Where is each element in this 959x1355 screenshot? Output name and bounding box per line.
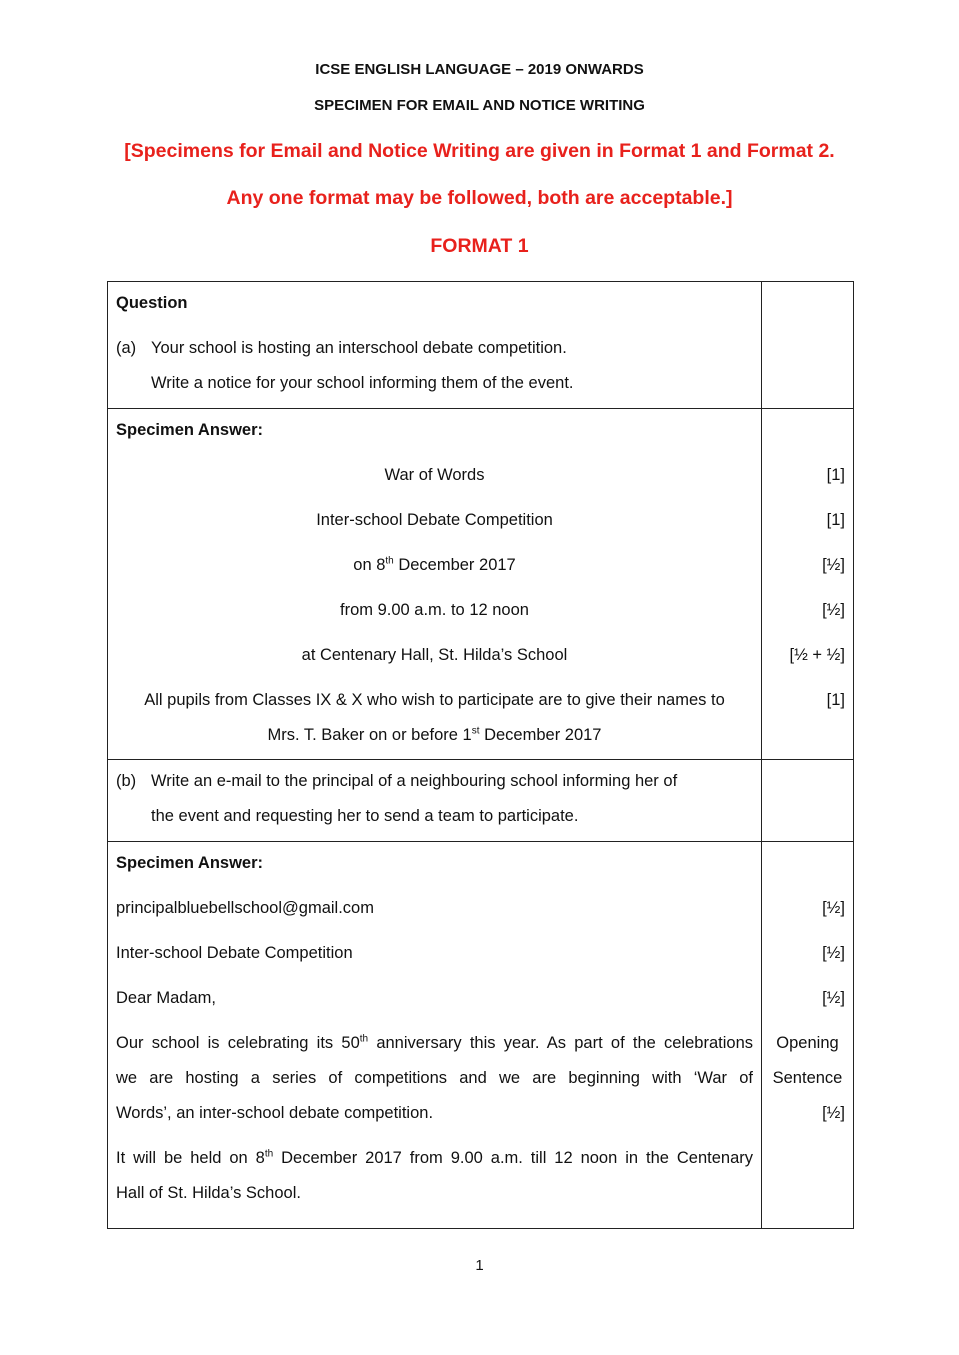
mark-opening: [½] xyxy=(822,1104,845,1122)
email-address: principalbluebellschool@gmail.com xyxy=(116,899,374,917)
question-b-label: (b) xyxy=(116,772,137,790)
mark-salutation: [½] xyxy=(822,989,845,1007)
email-paragraph-2-line-1: It will be held on 8th December 2017 from 9.00 a.m. till 12 noon in the Centenary xyxy=(116,1148,753,1167)
notice-date: on 8th December 2017 xyxy=(353,555,516,574)
question-a-label: (a) xyxy=(116,339,137,357)
mark-venue: [½ + ½] xyxy=(789,646,845,664)
email-paragraph-1-line-1: Our school is celebrating its 50th anniversary this year. As part of the celebrations xyxy=(116,1033,753,1052)
question-a-line-1 xyxy=(116,331,753,366)
question-b-line-1 xyxy=(116,764,753,799)
mark-opening-label-1: Opening xyxy=(776,1034,839,1052)
answer-a-row xyxy=(108,409,854,760)
question-b-text-2: the event and requesting her to send a team to participate. xyxy=(151,807,579,825)
mark-date: [½] xyxy=(822,556,845,574)
document-title: ICSE ENGLISH LANGUAGE – 2019 ONWARDS xyxy=(315,61,644,78)
mark-subtitle: [1] xyxy=(826,511,845,529)
notice-title: War of Words xyxy=(384,466,485,484)
mark-title: [1] xyxy=(826,466,845,484)
mark-time: [½] xyxy=(822,601,845,619)
question-b-row xyxy=(108,760,854,842)
question-b-text-1: Write an e-mail to the principal of a neighbouring school informing her of xyxy=(151,772,678,790)
mark-subject: [½] xyxy=(822,944,845,962)
email-paragraph-1-line-3: Words’, an inter-school debate competition. xyxy=(116,1104,434,1122)
answer-a-heading: Specimen Answer: xyxy=(116,421,264,439)
mark-instruction: [1] xyxy=(826,691,845,709)
notice-venue: at Centenary Hall, St. Hilda’s School xyxy=(301,646,568,664)
specimen-table xyxy=(107,281,854,1229)
question-a-text-1: Your school is hosting an interschool debate competition. xyxy=(151,339,567,357)
document-subtitle: SPECIMEN FOR EMAIL AND NOTICE WRITING xyxy=(314,97,645,114)
email-salutation: Dear Madam, xyxy=(116,989,216,1007)
format-heading: FORMAT 1 xyxy=(430,235,529,257)
format-note-line-1: [Specimens for Email and Notice Writing are given in Format 1 and Format 2. xyxy=(124,140,835,162)
notice-subtitle: Inter-school Debate Competition xyxy=(316,511,553,529)
notice-instruction-1: All pupils from Classes IX & X who wish to participate are to give their names to xyxy=(144,691,725,709)
mark-email: [½] xyxy=(822,899,845,917)
question-a-row xyxy=(108,282,854,409)
page-number: 1 xyxy=(475,1257,484,1274)
notice-instruction-2: Mrs. T. Baker on or before 1st December 2017 xyxy=(267,725,602,744)
email-paragraph-1-line-2: we are hosting a series of competitions and we are beginning with ‘War of xyxy=(116,1069,753,1087)
email-subject: Inter-school Debate Competition xyxy=(116,944,353,962)
mark-opening-label-2: Sentence xyxy=(772,1069,843,1087)
notice-time: from 9.00 a.m. to 12 noon xyxy=(340,601,529,619)
question-a-text-2: Write a notice for your school informing them of the event. xyxy=(151,374,574,392)
question-heading: Question xyxy=(116,294,188,312)
answer-b-row xyxy=(108,842,854,1229)
answer-b-heading: Specimen Answer: xyxy=(116,854,264,872)
email-paragraph-2-line-2: Hall of St. Hilda’s School. xyxy=(116,1184,301,1202)
format-note-line-2: Any one format may be followed, both are acceptable.] xyxy=(226,187,733,209)
